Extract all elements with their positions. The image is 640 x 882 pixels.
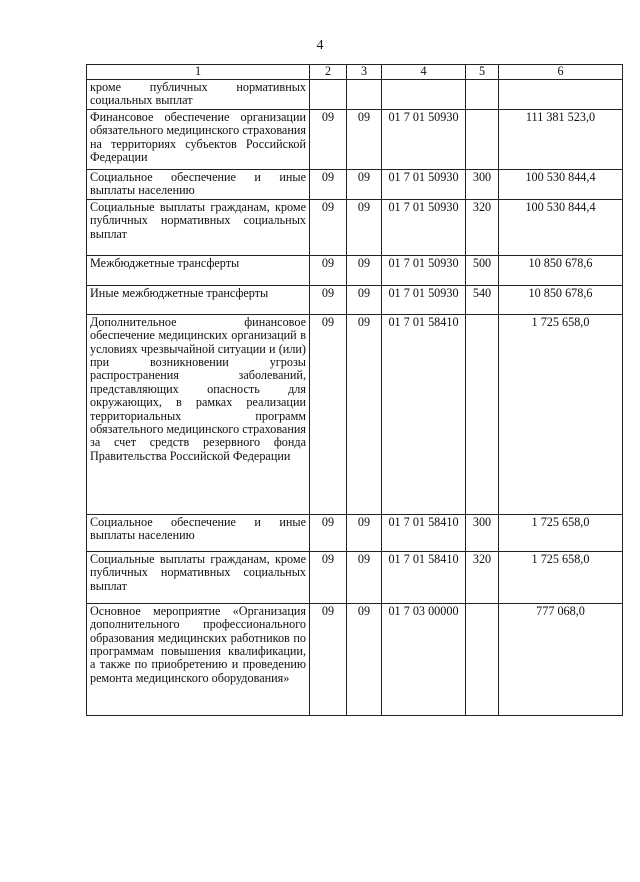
target-article-code: 01 7 01 50930: [382, 199, 466, 255]
subsection-code: 09: [347, 285, 382, 314]
subsection-code: [347, 80, 382, 110]
section-code: 09: [310, 285, 347, 314]
target-article-code: 01 7 01 58410: [382, 551, 466, 603]
expense-type-code: 320: [466, 199, 499, 255]
amount: 100 530 844,4: [499, 169, 623, 199]
subsection-code: 09: [347, 603, 382, 715]
section-code: 09: [310, 551, 347, 603]
subsection-code: 09: [347, 514, 382, 551]
expense-type-code: 500: [466, 255, 499, 285]
column-header-4: 4: [382, 65, 466, 80]
row-description: Дополнительное финансовое обеспечение медицинских организаций в условиях чрезвычайной ситуации и (или) при возникновении угрозы распространения заболеваний, представляющих опасность для окружающих, в рамках реализации территориальных программ обязательного медицинского страхования за счет средств резервного фонда Правительства Российской Федерации: [87, 314, 310, 514]
target-article-code: 01 7 01 50930: [382, 255, 466, 285]
amount: 111 381 523,0: [499, 109, 623, 169]
budget-table: [86, 64, 623, 716]
subsection-code: 09: [347, 255, 382, 285]
table-row: [87, 603, 623, 715]
subsection-code: 09: [347, 199, 382, 255]
amount: 10 850 678,6: [499, 255, 623, 285]
row-description: Социальное обеспечение и иные выплаты населению: [87, 514, 310, 551]
table-row: [87, 314, 623, 514]
subsection-code: 09: [347, 551, 382, 603]
table-row: [87, 169, 623, 199]
row-description: Социальное обеспечение и иные выплаты населению: [87, 169, 310, 199]
column-header-3: 3: [347, 65, 382, 80]
row-description: Основное мероприятие «Организация дополнительного профессионального образования медицинских работников по программам повышения квалификации, а также по приобретению и проведению ремонта медицинского оборудования»: [87, 603, 310, 715]
target-article-code: 01 7 03 00000: [382, 603, 466, 715]
expense-type-code: [466, 314, 499, 514]
section-code: 09: [310, 314, 347, 514]
table-row: [87, 80, 623, 110]
section-code: 09: [310, 109, 347, 169]
column-header-1: 1: [87, 65, 310, 80]
subsection-code: 09: [347, 169, 382, 199]
expense-type-code: 300: [466, 169, 499, 199]
row-description: Финансовое обеспечение организации обязательного медицинского страхования на территориях субъектов Российской Федерации: [87, 109, 310, 169]
target-article-code: 01 7 01 58410: [382, 314, 466, 514]
section-code: 09: [310, 603, 347, 715]
amount: [499, 80, 623, 110]
header-row: [87, 65, 623, 80]
row-description: Социальные выплаты гражданам, кроме публичных нормативных социальных выплат: [87, 199, 310, 255]
section-code: 09: [310, 514, 347, 551]
section-code: 09: [310, 169, 347, 199]
column-header-6: 6: [499, 65, 623, 80]
amount: 1 725 658,0: [499, 314, 623, 514]
target-article-code: [382, 80, 466, 110]
expense-type-code: 540: [466, 285, 499, 314]
amount: 1 725 658,0: [499, 514, 623, 551]
expense-type-code: [466, 109, 499, 169]
subsection-code: 09: [347, 109, 382, 169]
target-article-code: 01 7 01 50930: [382, 285, 466, 314]
section-code: [310, 80, 347, 110]
page-number: 4: [316, 38, 324, 53]
row-description: Межбюджетные трансферты: [87, 255, 310, 285]
row-description: Иные межбюджетные трансферты: [87, 285, 310, 314]
column-header-2: 2: [310, 65, 347, 80]
table-row: [87, 551, 623, 603]
table-row: [87, 109, 623, 169]
amount: 777 068,0: [499, 603, 623, 715]
section-code: 09: [310, 199, 347, 255]
target-article-code: 01 7 01 58410: [382, 514, 466, 551]
target-article-code: 01 7 01 50930: [382, 109, 466, 169]
column-header-5: 5: [466, 65, 499, 80]
table-row: [87, 199, 623, 255]
row-description: Социальные выплаты гражданам, кроме публичных нормативных социальных выплат: [87, 551, 310, 603]
amount: 1 725 658,0: [499, 551, 623, 603]
amount: 100 530 844,4: [499, 199, 623, 255]
section-code: 09: [310, 255, 347, 285]
amount: 10 850 678,6: [499, 285, 623, 314]
table-row: [87, 255, 623, 285]
expense-type-code: 300: [466, 514, 499, 551]
expense-type-code: 320: [466, 551, 499, 603]
expense-type-code: [466, 603, 499, 715]
table-row: [87, 285, 623, 314]
row-description: кроме публичных нормативных социальных выплат: [87, 80, 310, 110]
subsection-code: 09: [347, 314, 382, 514]
expense-type-code: [466, 80, 499, 110]
target-article-code: 01 7 01 50930: [382, 169, 466, 199]
table-row: [87, 514, 623, 551]
